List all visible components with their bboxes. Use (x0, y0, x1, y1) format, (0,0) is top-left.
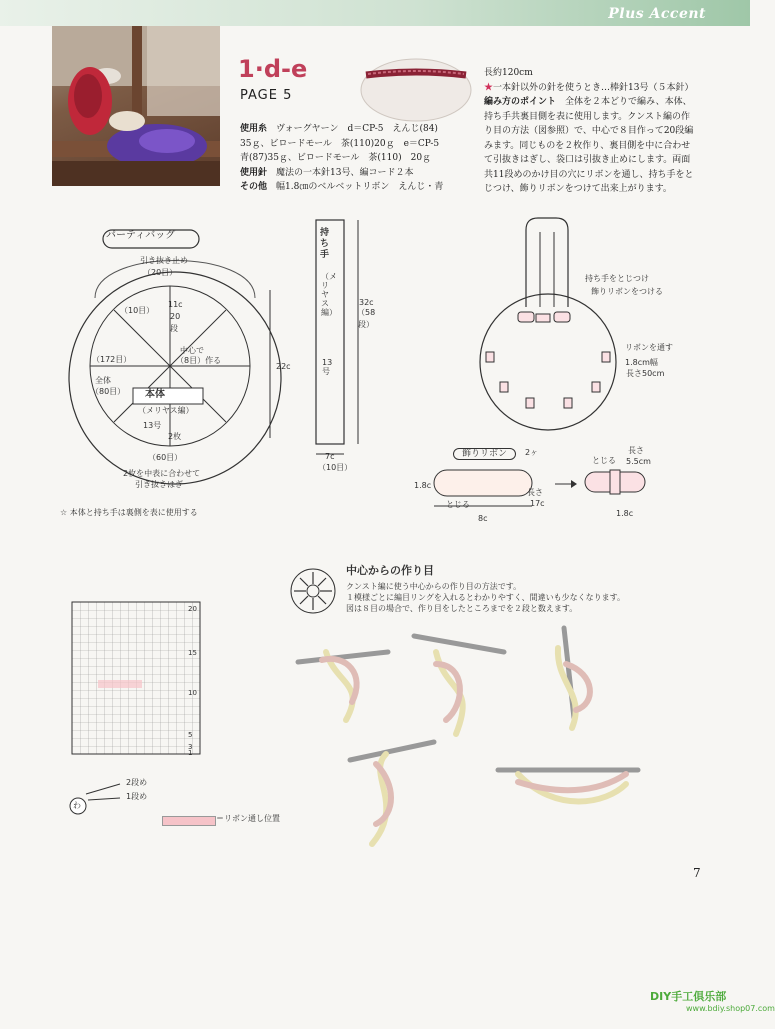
handle-length-c: 段） (358, 320, 374, 329)
point-label: 編み方のポイント (484, 97, 557, 107)
ribbon-count: 2ヶ (525, 448, 539, 457)
instr-line-3: り目の方法（図参照）で、中心で８目作って20段編 (484, 126, 694, 136)
party-bag-title: パーティバッグ (106, 230, 176, 241)
legend-row1: 1段め (126, 792, 148, 801)
rows-20: 20 (170, 312, 181, 321)
product-code: 1·d-e (238, 55, 308, 83)
page-reference: PAGE 5 (240, 88, 293, 103)
needle-13: 13号 (143, 421, 162, 430)
assembled-bag-diagram (478, 212, 638, 442)
yarn-line-3: 青(87)35ｇ、ビロードモール 茶(110) 20ｇ (240, 153, 432, 163)
instr-line-2: 持ち手共裏目側を表に使用します。クンスト編の作 (484, 111, 691, 122)
instr-line-4: みます。同じものを２枚作り、裏目側を中に合わせ (484, 140, 691, 151)
ribbon-w1: 8c (478, 514, 488, 523)
whole-l2: （80目） (91, 387, 126, 396)
assembled-l3: リボンを通す (625, 343, 673, 352)
bottom-l1: 2枚を中表に合わせて (123, 469, 201, 478)
center-l1: 中心で (180, 346, 204, 355)
chart-row-3: 3 (188, 743, 193, 751)
chart-row-1: 1 (188, 749, 193, 757)
product-photo (52, 26, 220, 186)
handle-title: 持ち手 (320, 228, 330, 260)
bottom-count: （60目） (148, 453, 183, 462)
legend-row2: 2段め (126, 778, 148, 787)
bottom-l2: 引き抜きはぎ (135, 480, 183, 489)
brand-title: Plus Accent (608, 6, 706, 22)
watermark-url: www.bdiy.shop07.com (686, 1004, 775, 1013)
center-ring: わ (73, 801, 81, 810)
star-note: 一本針以外の針を使うとき…棒針13号（５本針） (493, 82, 694, 93)
star-icon: ★ (484, 82, 494, 93)
handle-length-b: （58 (357, 308, 376, 317)
ribbon-title: 飾りリボン (453, 448, 516, 460)
rows-label: 段 (170, 324, 178, 333)
ribbon-h1: 1.8c (414, 481, 432, 490)
ribbon-legend-text: ＝リボン通し位置 (216, 814, 280, 823)
size-text: 長約120cm (484, 68, 533, 78)
cast-on-desc-2: １模様ごとに編目リングを入れるとわかりやすく、間違いも少なくなります。 (346, 593, 626, 602)
photo-illustration (52, 26, 220, 186)
other-text: 幅1.8㎝のベルベットリボン えんじ・青 (276, 182, 444, 192)
yarn-swatch (360, 58, 472, 122)
materials-block (240, 122, 470, 195)
handle-needle: 13号 (322, 358, 333, 376)
center-l2: （8目）作る (176, 356, 222, 365)
usage-note: ☆ 本体と持ち手は裏側を表に使用する (60, 508, 198, 517)
whole-l1: 全体 (95, 376, 111, 385)
ribbon-len-a: 長さ (527, 488, 543, 497)
ribbon-close1: とじる (446, 500, 470, 509)
watermark-text: DIY手工俱乐部 (650, 990, 727, 1003)
ribbon-len-b: 17c (530, 499, 545, 508)
ribbon-legend-swatch (162, 816, 216, 826)
yarn-label: 使用糸 (240, 124, 268, 134)
cast-on-title: 中心からの作り目 (346, 564, 434, 577)
instr-line-1: 全体を２本どりで編み、本体、 (565, 97, 692, 107)
assembled-l2: 飾りリボンをつける (591, 287, 663, 296)
needle-text: 魔法の一本針13号、編コード２本 (276, 167, 414, 178)
instructions-block (484, 66, 716, 197)
ribbon-len2-b: 5.5cm (626, 457, 651, 466)
handle-width-b: （10目） (318, 463, 353, 472)
chart-row-20: 20 (188, 605, 197, 613)
yarn-line-1: ヴォーグヤーン d＝CP-5 えんじ(84) (276, 124, 438, 134)
body-label: 本体 (145, 389, 165, 400)
ribbon-len2-a: 長さ (628, 446, 644, 455)
assembled-l5: 長さ50cm (626, 369, 665, 378)
handle-length-a: 32c (359, 298, 374, 307)
instr-line-5: て引抜きはぎし、袋口は引抜き止めにします。両面 (484, 155, 691, 165)
center-legend-diagram (44, 774, 124, 834)
ribbon-close2: とじる (592, 456, 616, 465)
handle-knit: （メリヤス編） (321, 272, 337, 317)
assembled-l1: 持ち手をとじつけ (585, 274, 649, 283)
seg10-label: （10目） (120, 306, 155, 315)
body-sub: （メリヤス編） (138, 406, 194, 415)
instr-line-7: じつけ、飾りリボンをつけて出来上がります。 (484, 184, 672, 194)
cast-on-illustrations (296, 624, 646, 850)
chart-row-15: 15 (188, 649, 197, 657)
handle-diagram (300, 216, 378, 466)
page-number: 7 (693, 866, 701, 880)
assembled-l4: 1.8cm幅 (625, 358, 658, 367)
needle-label: 使用針 (240, 167, 268, 178)
cast-on-icon (288, 566, 338, 616)
yarn-line-2: 35ｇ、ビロードモール 茶(110)20ｇ e＝CP-5 (240, 138, 440, 149)
cast-on-desc-3: 図は８目の場合で、作り目をしたところまでを２段と数えます。 (346, 604, 578, 613)
chart-row-10: 10 (188, 689, 197, 697)
other-label: その他 (240, 182, 268, 192)
top-count: （20目） (143, 268, 178, 277)
ribbon-h2: 1.8c (616, 509, 634, 518)
instr-line-6: 共11段めのかけ目の穴にリボンを通し、持ち手をと (484, 169, 694, 180)
count-172: （172目） (92, 355, 132, 364)
top-label: 引き抜き止め (140, 256, 188, 265)
height-22c: 22c (276, 362, 291, 371)
rows-11c: 11c (168, 300, 183, 309)
two-sheets: 2枚 (168, 432, 182, 441)
cast-on-desc-1: クンスト編に使う中心からの作り目の方法です。 (346, 582, 522, 591)
chart-row-5: 5 (188, 731, 193, 739)
knitting-chart (72, 602, 202, 758)
handle-width-a: 7c (325, 452, 335, 461)
